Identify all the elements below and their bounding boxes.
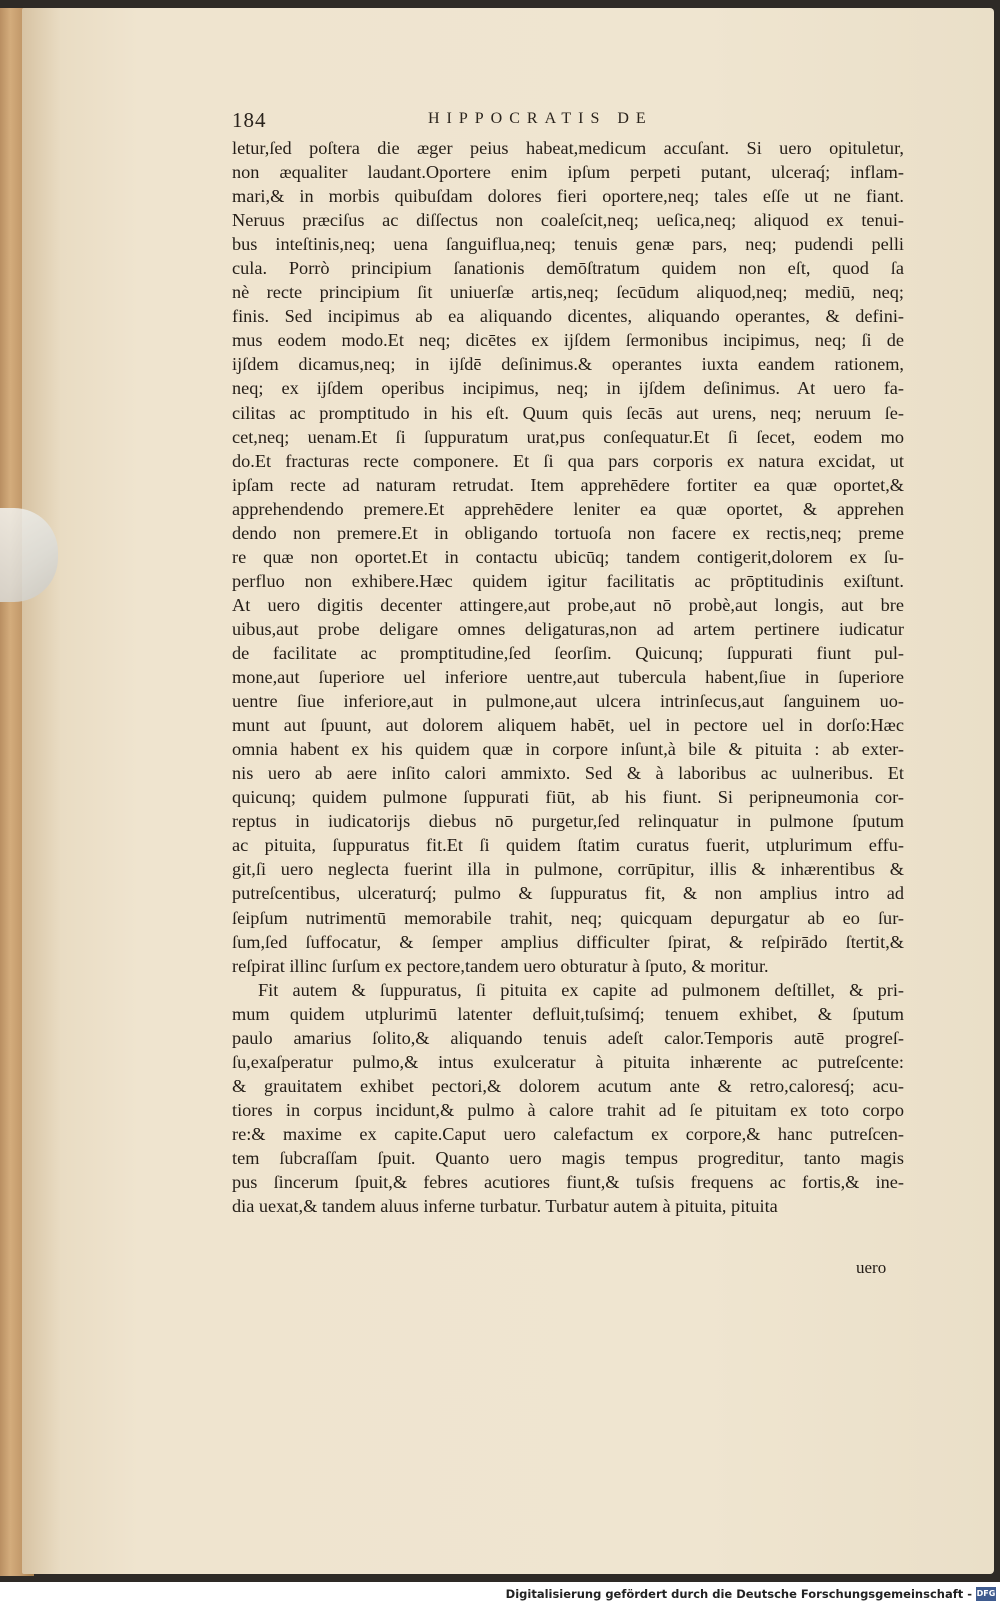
text-line: ijſdem dicamus,neq; in ijſdē deſinimus.& operantes iuxta eandem rationem, xyxy=(232,354,904,375)
text-line: re quæ non oportet.Et in contactu ubicūq; tandem contigerit,dolorem ex ſu- xyxy=(232,546,904,567)
text-line: nè recte principium ſit uniuerſæ artis,neq; ſecūdum aliquod,neq; mediū, neq; xyxy=(232,282,904,303)
text-line: apprehendendo premere.Et apprehēdere leniter ea quæ oportet, & apprehen xyxy=(232,498,904,519)
text-line: mone,aut ſuperiore uel inferiore uentre,aut tubercula habent,ſiue in ſuperiore xyxy=(232,667,904,688)
text-line: nis uero ab aere inſito calori ammixto. Sed & à laboribus ac uulneribus. Et xyxy=(232,763,904,784)
text-line: perfluo non exhibere.Hæc quidem igitur facilitatis ac prōptitudinis exiſtunt. xyxy=(232,570,904,591)
text-line: pus ſincerum ſpuit,& febres acutiores fiunt,& tuſsis frequens ac fortis,& ine- xyxy=(232,1172,904,1193)
text-line: quicunq; quidem pulmone ſuppurati fiūt, ab his fiunt. Si peripneumonia cor- xyxy=(232,787,904,808)
text-line: ſum,ſed ſuffocatur, & ſemper amplius difficulter ſpirat, & reſpirādo ſtertit,& xyxy=(232,931,904,952)
text-line: dia uexat,& tandem aluus inferne turbatur. Turbatur autem à pituita, pituita xyxy=(232,1196,778,1217)
text-line: At uero digitis decenter attingere,aut probe,aut nō probè,aut longis, aut bre xyxy=(232,594,904,615)
text-line: cilitas ac promptitudo in his eſt. Quum quis ſecās aut urens, neq; neruum ſe- xyxy=(232,402,904,423)
page-number: 184 xyxy=(232,108,267,132)
text-line: reſpirat illinc ſurſum ex pectore,tandem uero obturatur à ſputo, & moritur. xyxy=(232,955,769,976)
text-line: ipſam recte ad naturam retrudat. Item apprehēdere fortiter ea quæ oportet,& xyxy=(232,474,904,495)
text-line: & grauitatem exhibet pectori,& dolorem acutum ante & retro,caloresq́; acu- xyxy=(232,1075,904,1096)
text-line: git,ſi uero neglecta fuerint illa in pulmone, corrūpitur, illis & inhærentibus & xyxy=(232,859,904,880)
text-line: dendo non premere.Et in obligando tortuoſa non facere ex rectis,neq; preme xyxy=(232,522,904,543)
text-line: neq; ex ijſdem operibus incipimus, neq; in ijſdem deſinimus. At uero fa- xyxy=(232,378,904,399)
text-line: re:& maxime ex capite.Caput uero calefactum ex corpore,& hanc putreſcen- xyxy=(232,1123,904,1144)
dfg-logo: DFG xyxy=(976,1587,996,1601)
text-line: mum quidem utplurimū latenter defluit,tuſsimq́; tenuem exhibet, & ſputum xyxy=(232,1003,904,1024)
text-line: omnia habent ex his quidem quæ in corpore inſunt,à bile & pituita : ab exter- xyxy=(232,739,904,760)
text-line: do.Et fracturas recte componere. Et ſi qua pars corporis ex natura excidat, ut xyxy=(232,450,904,471)
text-line: reptus in iudicatorijs diebus nō purgetur,ſed relinquatur in pulmone ſputum xyxy=(232,811,904,832)
text-line: cula. Porrò principium ſanationis demōſtratum quidem non eſt, quod ſa xyxy=(232,258,904,279)
text-line: uibus,aut probe deligare omnes deligaturas,non ad artem pertinere iudicatur xyxy=(232,618,904,639)
text-line: letur,ſed poſtera die æger peius habeat,medicum accuſant. Si uero opituletur, xyxy=(232,138,904,158)
catchword: uero xyxy=(856,1258,887,1277)
text-line: uentre ſiue inferiore,aut in pulmone,aut ulcera intrinſecus,aut ſanguinem uo- xyxy=(232,691,904,712)
text-line: ſeipſum nutrimentū memorabile trahit, neq; quicquam depurgatur ab eo ſur- xyxy=(232,907,904,928)
text-line: ſu,exaſperatur pulmo,& intus exulceratur à pituita inhærente ac putreſcente: xyxy=(232,1051,904,1072)
text-line: mus eodem modo.Et neq; dicētes ex ijſdem ſermonibus incipimus, neq; ſi de xyxy=(232,330,904,351)
text-line: munt aut ſpuunt, aut dolorem aliquem habēt, uel in pectore uel in dorſo:Hæc xyxy=(232,715,904,736)
text-line: Fit autem & ſuppuratus, ſi pituita ex capite ad pulmonem deſtillet, & pri- xyxy=(258,979,904,1000)
running-head: HIPPOCRATIS DE xyxy=(428,110,653,127)
text-line: paulo amarius ſolito,& aliquando tenuis adeſt calor.Temporis autē progreſ- xyxy=(232,1027,904,1048)
text-line: ac pituita, ſuppuratus fit.Et ſi quidem ſtatim curatus fuerit, utplurimum effu- xyxy=(232,835,904,856)
footer-bar xyxy=(0,1582,1000,1607)
text-line: Neruus præciſus ac diſſectus non coaleſcit,neq; ueſica,neq; aliquod ex tenui- xyxy=(232,210,904,231)
text-line: de facilitate ac promptitudine,ſed ſeorſim. Quicunq; ſuppurati fiunt pul- xyxy=(232,642,904,663)
text-line: tem ſubcraſſam ſpuit. Quanto uero magis tempus progreditur, tanto magis xyxy=(232,1147,904,1168)
text-line: tiores in corpus incidunt,& pulmo à calore trahit ad ſe pituitam ex toto corpo xyxy=(232,1099,904,1120)
text-line: bus inteſtinis,neq; uena ſanguiflua,neq; tenuis genæ pars, neq; pudendi pelli xyxy=(232,234,904,255)
text-line: cet,neq; uenam.Et ſi ſuppuratum urat,pus conſequatur.Et ſi ſecet, eodem mo xyxy=(232,426,904,447)
text-line: mari,& in morbis quibuſdam dolores fieri oportere,neq; tales eſſe ut ne fiant. xyxy=(232,186,904,207)
body-text xyxy=(232,136,904,1218)
page-header xyxy=(232,108,904,134)
text-line: non æqualiter laudant.Oportere enim ipſum perpeti putant, ulceraq́; inflam- xyxy=(232,162,904,183)
text-line: finis. Sed incipimus ab ea aliquando dicentes, aliquando operantes, & defini- xyxy=(232,306,904,327)
text-line: putreſcentibus, ulceraturq́; pulmo & ſuppuratus fit, & non amplius intro ad xyxy=(232,883,904,904)
funding-credit: Digitalisierung gefördert durch die Deutsche Forschungsgemeinschaft - xyxy=(505,1587,972,1601)
